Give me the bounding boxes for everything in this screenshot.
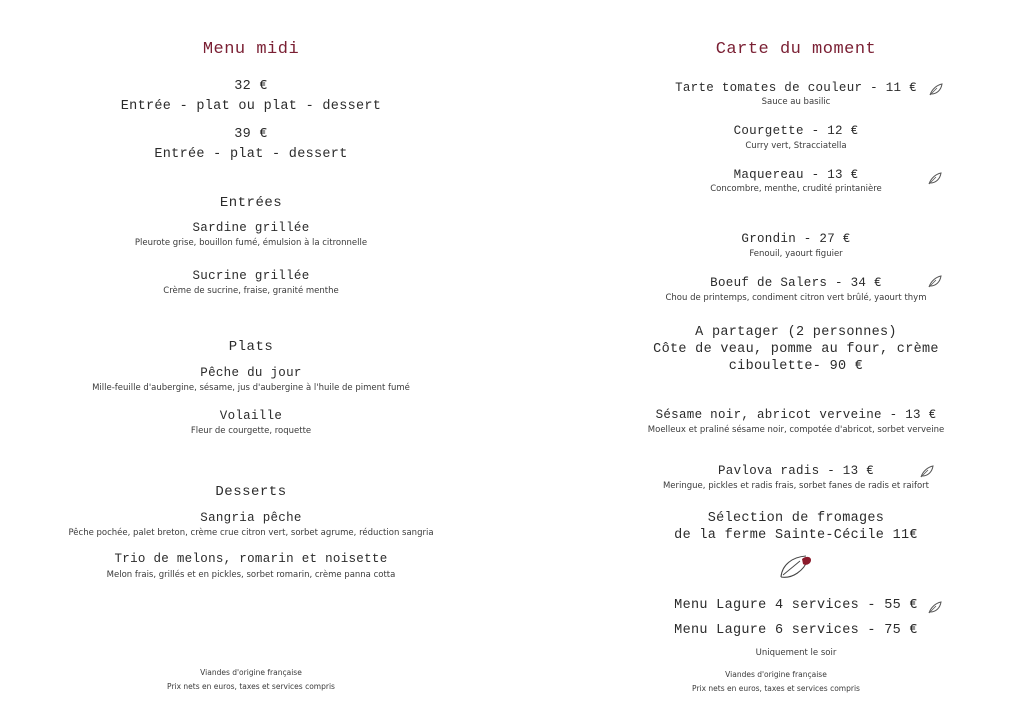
- left-footer-prices: Prix nets en euros, taxes et services compris: [167, 682, 335, 691]
- plat-1-desc: Mille-feuille d'aubergine, sésame, jus d'aubergine à l'huile de piment fumé: [92, 383, 410, 393]
- cheese-line-1: Sélection de fromages: [707, 511, 885, 526]
- left-footer-origin: Viandes d'origine française: [200, 668, 302, 677]
- leaf-icon: [927, 599, 943, 615]
- dessert-1-name: Sangria pêche: [200, 511, 302, 525]
- right-menu-title: Carte du moment: [715, 40, 877, 59]
- restaurant-logo-icon: [778, 553, 814, 583]
- desserts-heading: Desserts: [215, 484, 287, 500]
- carte-item-1-desc: Sauce au basilic: [761, 97, 831, 107]
- entree-1-name: Sardine grillée: [192, 221, 310, 235]
- carte-item-4-name: Grondin - 27 €: [741, 232, 851, 246]
- plat-2-name: Volaille: [219, 409, 283, 423]
- plats-heading: Plats: [228, 339, 274, 355]
- dessert-1-desc: Pêche pochée, palet breton, crème crue citron vert, sorbet agrume, réduction sangria: [68, 528, 434, 538]
- carte-item-5-name: Boeuf de Salers - 34 €: [710, 276, 882, 290]
- plat-2-desc: Fleur de courgette, roquette: [190, 426, 312, 436]
- entrees-heading: Entrées: [219, 195, 283, 211]
- entree-1-desc: Pleurote grise, bouillon fumé, émulsion à la citronnelle: [134, 238, 368, 248]
- carte-item-4-desc: Fenouil, yaourt figuier: [749, 249, 843, 259]
- formula1-text: Entrée - plat ou plat - dessert: [120, 99, 382, 114]
- carte-dessert-1-desc: Moelleux et praliné sésame noir, compotée d'abricot, sorbet verveine: [647, 425, 945, 435]
- carte-item-3-desc: Concombre, menthe, crudité printanière: [710, 184, 882, 194]
- share-line-1: A partager (2 personnes): [695, 325, 897, 340]
- share-line-3: ciboulette- 90 €: [728, 359, 864, 374]
- carte-dessert-2-name: Pavlova radis - 13 €: [717, 464, 875, 478]
- plat-1-name: Pêche du jour: [200, 366, 302, 380]
- carte-item-5-desc: Chou de printemps, condiment citron vert brûlé, yaourt thym: [665, 293, 927, 303]
- carte-item-3-name: Maquereau - 13 €: [733, 168, 859, 182]
- menu-lagure-4: Menu Lagure 4 services - 55 €: [674, 598, 918, 613]
- menu-lagure-6: Menu Lagure 6 services - 75 €: [674, 623, 918, 638]
- leaf-icon: [927, 273, 943, 289]
- leaf-icon: [927, 170, 943, 186]
- evening-note: Uniquement le soir: [755, 648, 837, 658]
- leaf-icon: [919, 463, 935, 479]
- carte-dessert-1-name: Sésame noir, abricot verveine - 13 €: [655, 408, 937, 422]
- entree-2-name: Sucrine grillée: [192, 269, 310, 283]
- carte-item-2-desc: Curry vert, Stracciatella: [745, 141, 847, 151]
- share-line-2: Côte de veau, pomme au four, crème: [653, 342, 939, 357]
- formula2-price: 39 €: [234, 127, 268, 142]
- carte-dessert-2-desc: Meringue, pickles et radis frais, sorbet fanes de radis et raifort: [662, 481, 930, 491]
- formula2-text: Entrée - plat - dessert: [154, 147, 348, 162]
- dessert-2-name: Trio de melons, romarin et noisette: [114, 552, 388, 566]
- carte-item-2-name: Courgette - 12 €: [733, 124, 859, 138]
- entree-2-desc: Crème de sucrine, fraise, granité menthe: [163, 286, 339, 296]
- formula1-price: 32 €: [234, 79, 268, 94]
- right-footer-prices: Prix nets en euros, taxes et services compris: [692, 684, 860, 693]
- left-menu-title: Menu midi: [202, 40, 300, 59]
- right-footer-origin: Viandes d'origine française: [725, 670, 827, 679]
- carte-item-1-name: Tarte tomates de couleur - 11 €: [675, 81, 917, 95]
- leaf-icon: [928, 81, 944, 97]
- cheese-line-2: de la ferme Sainte-Cécile 11€: [674, 528, 918, 543]
- dessert-2-desc: Melon frais, grillés et en pickles, sorbet romarin, crème panna cotta: [106, 570, 396, 580]
